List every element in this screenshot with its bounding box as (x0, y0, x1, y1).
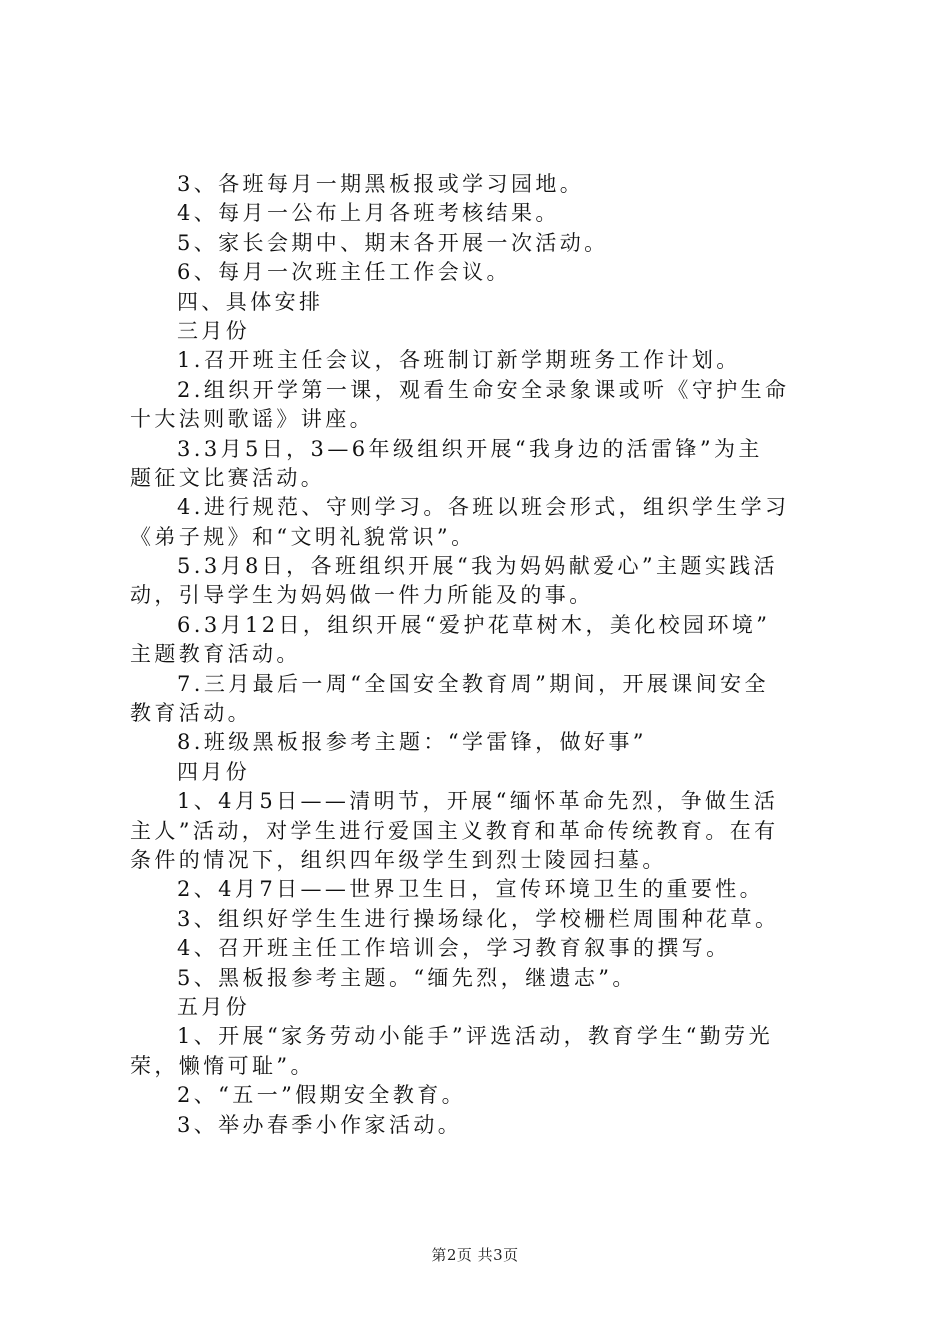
text-line: 5.3月8日，各班组织开展“我为妈妈献爱心”主题实践活 (177, 554, 779, 579)
text-line: 动，引导学生为妈妈做一件力所能及的事。 (130, 583, 594, 608)
text-line: 十大法则歌谣》讲座。 (130, 407, 374, 432)
text-line: 4、召开班主任工作培训会，学习教育叙事的撰写。 (177, 936, 731, 961)
page-number-footer: 第2页 共3页 (431, 1246, 519, 1264)
text-line: 1、开展“家务劳动小能手”评选活动，教育学生“勤劳光 (177, 1024, 773, 1049)
text-line: 2.组织开学第一课，观看生命安全录象课或听《守护生命 (177, 377, 790, 402)
text-line: 5、黑板报参考主题。“缅先烈，继遗志”。 (177, 965, 637, 990)
text-line: 7.三月最后一周“全国安全教育周”期间，开展课间安全 (177, 671, 769, 696)
month-heading: 四月份 (177, 759, 251, 784)
document-body (130, 170, 830, 1140)
text-line: 3、各班每月一期黑板报或学习园地。 (177, 172, 585, 196)
text-line: 题征文比赛活动。 (130, 465, 326, 490)
month-heading: 三月份 (177, 318, 251, 343)
text-line: 5、家长会期中、期末各开展一次活动。 (177, 230, 609, 255)
text-line: 主题教育活动。 (130, 642, 301, 667)
text-line: 《弟子规》和“文明礼貌常识”。 (130, 524, 476, 549)
text-line: 2、4月7日——世界卫生日，宣传环境卫生的重要性。 (177, 877, 765, 902)
text-line: 2、“五一”假期安全教育。 (177, 1083, 467, 1108)
text-line: 3、组织好学生生进行操场绿化，学校栅栏周围种花草。 (177, 906, 780, 931)
text-line: 3、举办春季小作家活动。 (177, 1112, 463, 1137)
text-line: 3.3月5日，3—6年级组织开展“我身边的活雷锋”为主 (177, 436, 763, 461)
text-line: 主人”活动，对学生进行爱国主义教育和革命传统教育。在有 (130, 818, 779, 843)
text-line: 1、4月5日——清明节，开展“缅怀革命先烈，争做生活 (177, 789, 779, 814)
text-line: 荣，懒惰可耻”。 (130, 1053, 315, 1078)
text-line: 6.3月12日，组织开展“爱护花草树木，美化校园环境” (177, 612, 771, 637)
text-line: 6、每月一次班主任工作会议。 (177, 260, 511, 285)
month-heading: 五月份 (177, 994, 251, 1019)
text-line: 条件的情况下，组织四年级学生到烈士陵园扫墓。 (130, 847, 667, 872)
text-line: 4.进行规范、守则学习。各班以班会形式，组织学生学习 (177, 495, 790, 520)
section-heading: 四、具体安排 (177, 289, 324, 314)
text-line: 1.召开班主任会议，各班制订新学期班务工作计划。 (177, 348, 741, 373)
text-line: 8.班级黑板报参考主题：“学雷锋，做好事” (177, 730, 647, 755)
text-line: 教育活动。 (130, 701, 252, 726)
text-line: 4、每月一公布上月各班考核结果。 (177, 201, 560, 226)
